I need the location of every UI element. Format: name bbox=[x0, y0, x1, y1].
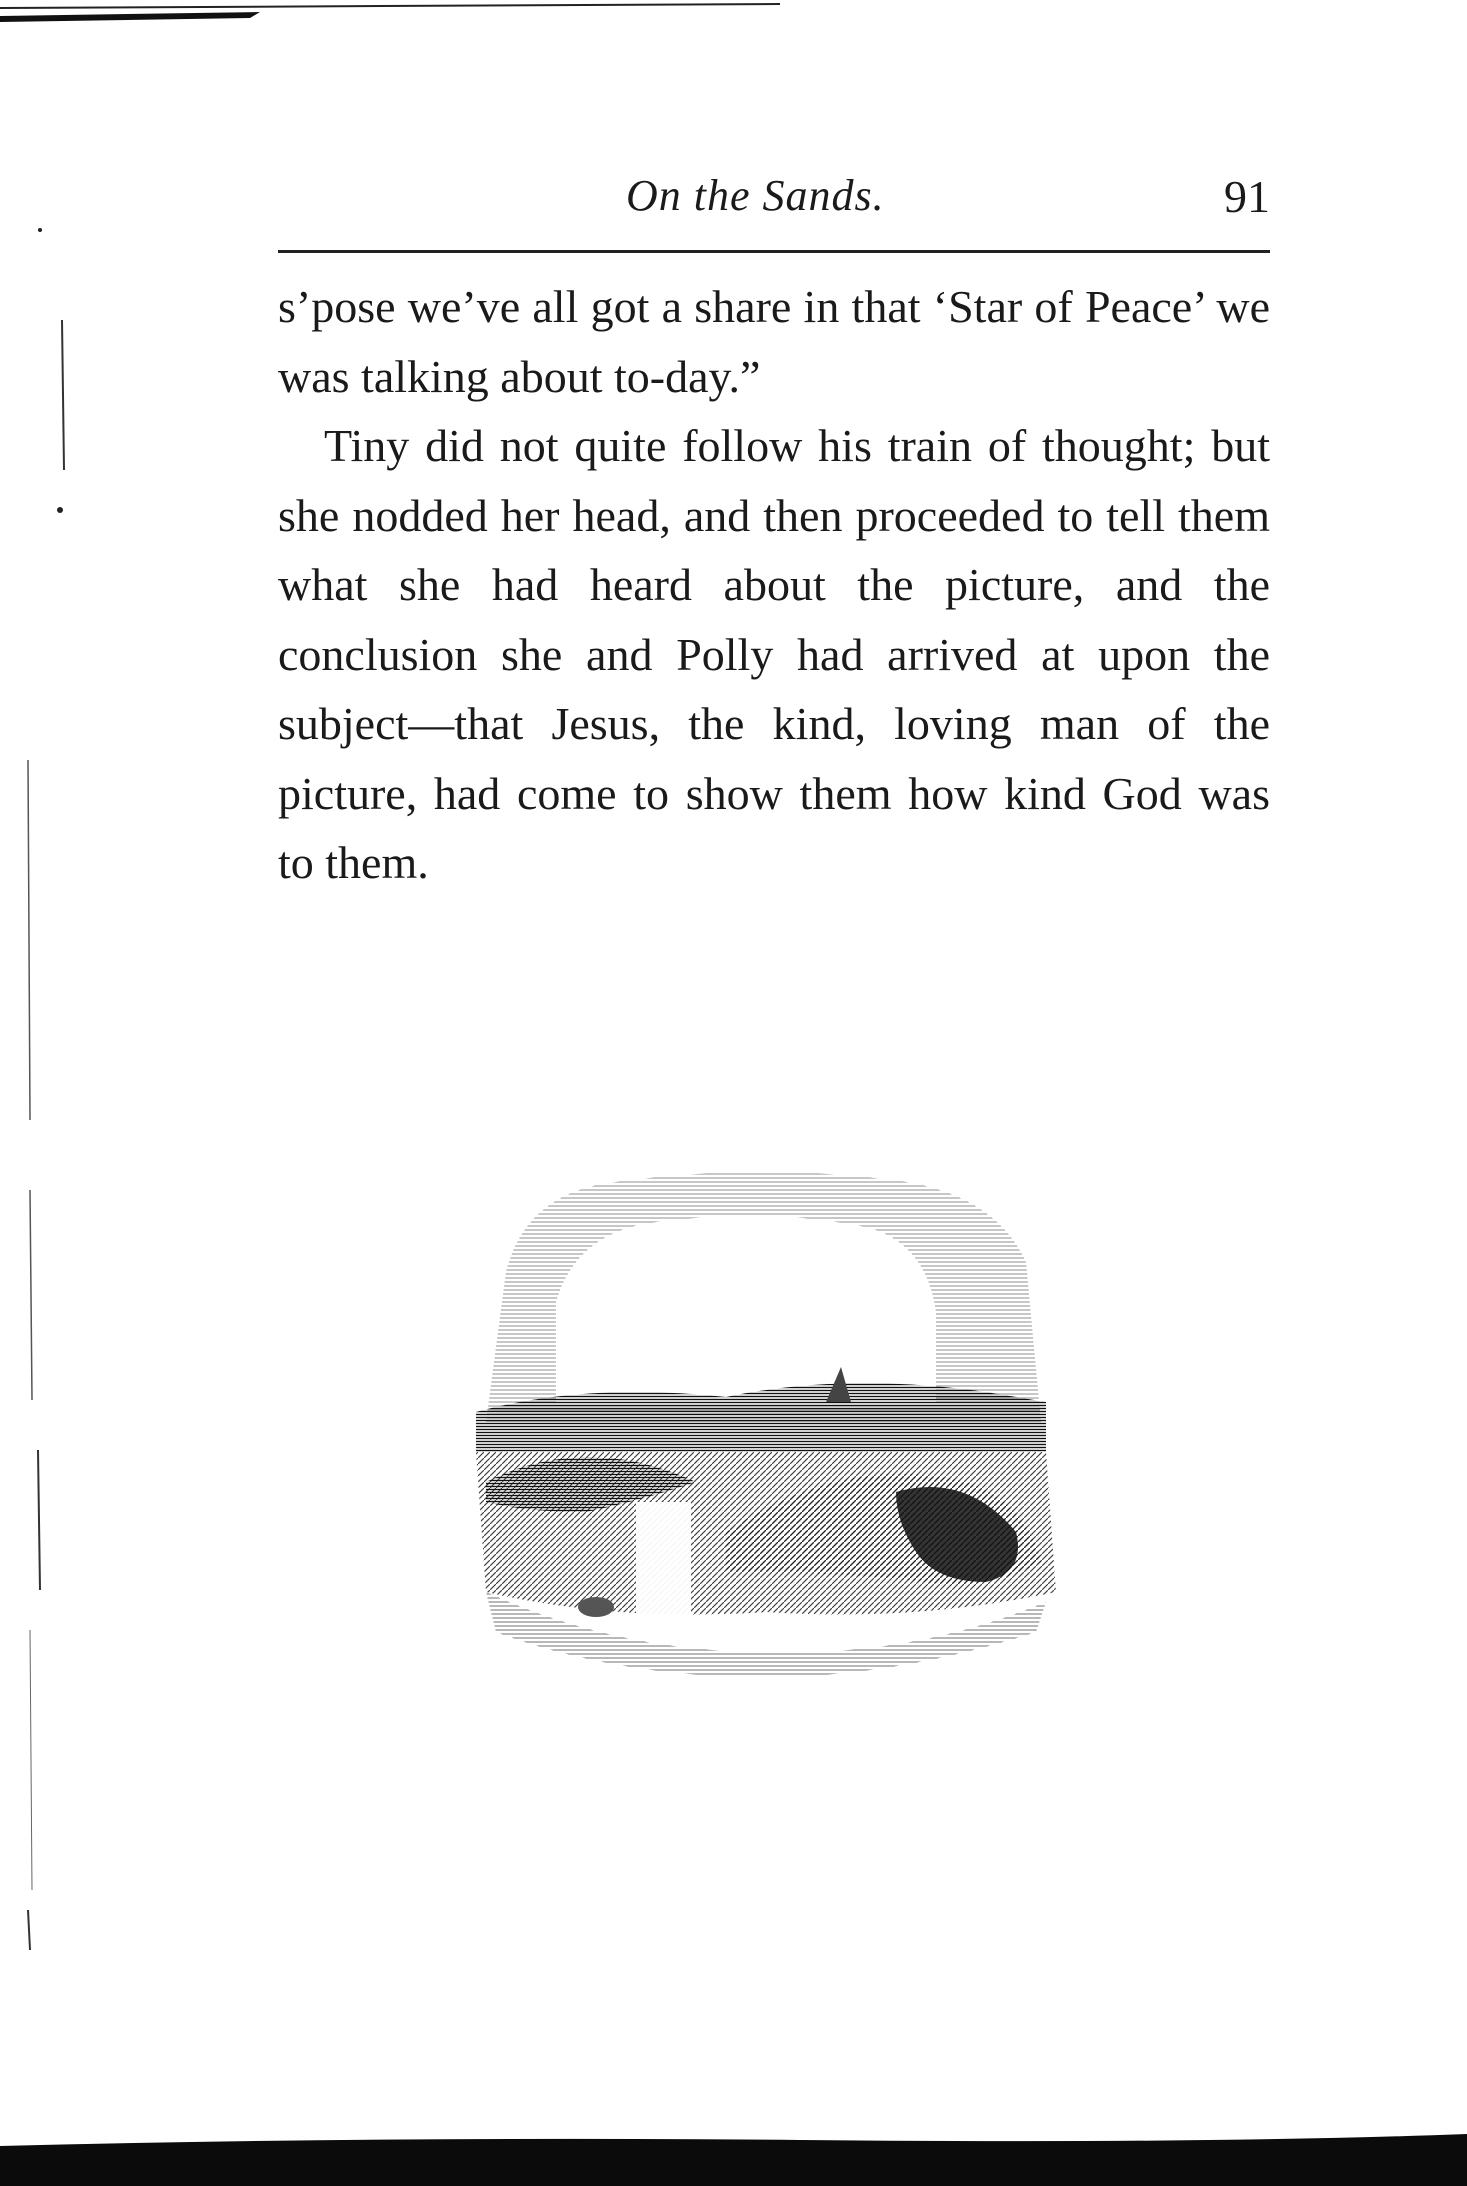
running-head-rule bbox=[278, 250, 1270, 253]
bottom-border-edge bbox=[0, 2126, 1467, 2186]
page-number: 91 bbox=[1224, 171, 1270, 222]
running-head-title: On the Sands. bbox=[626, 171, 885, 220]
top-border-rule bbox=[0, 0, 780, 26]
seascape-engraving-icon bbox=[466, 1152, 1056, 1682]
page-edge-marks bbox=[0, 150, 110, 2100]
paragraph-2: Tiny did not quite follow his train of thought; but she nodded her head, and then proceeded to tell them what she had heard about the picture, and the conclusion she and Polly had arrived at upon the subject—that Jesus, the kind, loving man of the picture, had come to show them how kind God was to them. bbox=[278, 420, 1270, 888]
paragraph-1: s’pose we’ve all got a share in that ‘Star of Peace’ we was talking about to-day.” bbox=[278, 281, 1270, 402]
body-text bbox=[278, 272, 1270, 898]
running-head bbox=[278, 170, 1270, 230]
